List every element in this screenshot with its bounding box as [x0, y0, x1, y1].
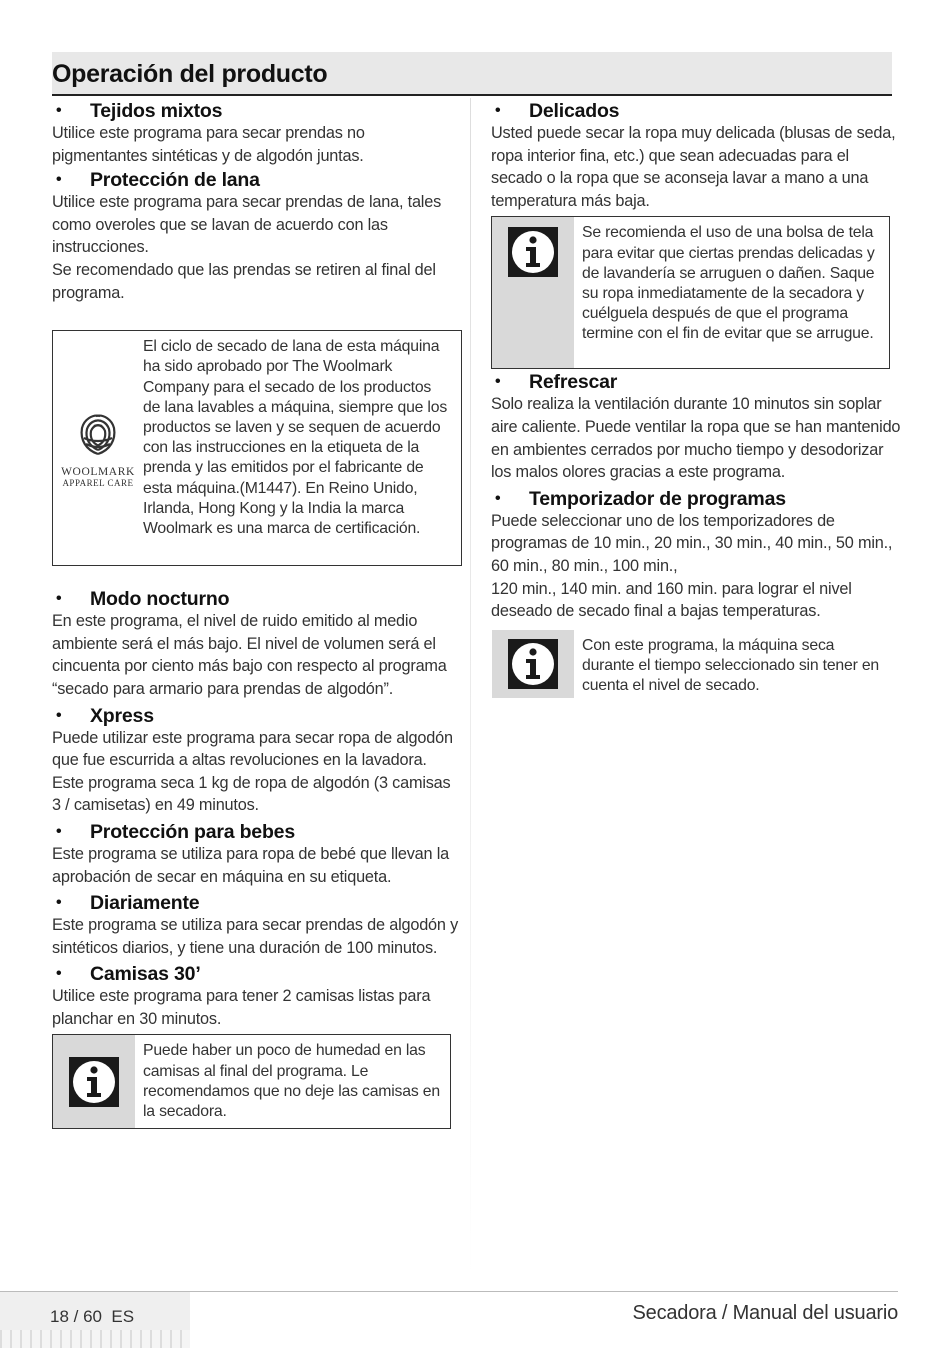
- manual-title: Secadora / Manual del usuario: [632, 1302, 898, 1324]
- heading-xpress: • Xpress: [52, 705, 462, 727]
- heading-refrescar: • Refrescar: [491, 371, 901, 393]
- para-proteccion-lana: Utilice este programa para secar prendas de lana, tales como overoles que se lavan de acuerdo con las instrucciones.: [52, 193, 442, 257]
- info-icon: [508, 227, 558, 277]
- bullet: •: [495, 373, 501, 391]
- heading-proteccion-bebes: • Protección para bebes: [52, 821, 462, 843]
- para-camisas-30: Utilice este programa para tener 2 camisas listas para planchar en 30 minutos.: [52, 987, 431, 1028]
- heading-camisas-30: • Camisas 30’: [52, 963, 462, 985]
- para-xpress: Puede utilizar este programa para secar ropa de algodón que fue escurrida a altas revoluciones en la lavadora. Este programa seca 1 kg de ropa de algodón (3 camisas 3 / camisetas) en 49 minutos.: [52, 728, 453, 815]
- info-icon-cell: [53, 1035, 135, 1128]
- note-text-camisas: Puede haber un poco de humedad en las camisas al final del programa. Le recomendamos que no deje las camisas en la secadora.: [143, 1042, 440, 1121]
- woolmark-subtitle: APPAREL CARE: [62, 478, 134, 489]
- right-column: [491, 100, 901, 699]
- heading-diariamente: • Diariamente: [52, 892, 462, 914]
- para-proteccion-lana-2: Se recomendado que las prendas se retiren al final del programa.: [52, 260, 436, 302]
- column-divider: [470, 98, 471, 1278]
- note-box-camisas: [52, 1034, 451, 1129]
- bullet: •: [56, 822, 62, 840]
- bullet: •: [56, 894, 62, 912]
- para-refrescar: Solo realiza la ventilación durante 10 minutos sin soplar aire caliente. Puede ventilar la ropa que se han mantenido en ambientes cerrados por mucho tiempo y desodorizar los malos olores gracias a este programa.: [491, 395, 901, 482]
- woolmark-name: WOOLMARK: [61, 466, 135, 479]
- info-icon-cell: [492, 217, 574, 368]
- page-number: 18 / 60 ES: [50, 1307, 135, 1326]
- bullet: •: [56, 965, 62, 983]
- bullet: •: [56, 171, 62, 189]
- para-modo-nocturno: En este programa, el nivel de ruido emitido al medio ambiente será el más bajo. El nivel de volumen será el cincuenta por ciento más bajo con respecto al programa “secado para armario para prendas de algodón”.: [52, 612, 447, 698]
- woolmark-icon: [72, 408, 124, 460]
- footer-stripes: [0, 1330, 190, 1348]
- para-tejidos-mixtos: Utilice este programa para secar prendas no pigmentantes sintéticas y de algodón juntas.: [52, 124, 365, 165]
- para-temporizador: Puede seleccionar uno de los temporizadores de programas de 10 min., 20 min., 30 min., 40 min., 50 min., 60 min., 80 min., 100 min.,: [491, 511, 893, 575]
- info-icon-cell: [492, 630, 574, 698]
- para-proteccion-bebes: Este programa se utiliza para ropa de bebé que llevan la aprobación de secar en máquina en su etiqueta.: [52, 844, 449, 886]
- woolmark-logo: [53, 331, 143, 565]
- heading-delicados: • Delicados: [491, 100, 901, 122]
- bullet: •: [495, 102, 501, 119]
- para-delicados: Usted puede secar la ropa muy delicada (blusas de seda, ropa interior fina, etc.) que sean adecuadas para el secado o la ropa que se aconseja lavar a mano a una temperatura más baja.: [491, 124, 896, 210]
- bullet: •: [56, 706, 62, 724]
- info-icon: [508, 639, 558, 689]
- bullet: •: [56, 102, 62, 119]
- note-box-delicados: [491, 216, 890, 369]
- heading-proteccion-lana: • Protección de lana: [52, 169, 462, 191]
- woolmark-note-text: El ciclo de secado de lana de esta máquina ha sido aprobado por The Woolmark Company para el secado de los productos de lana lavables a máquina, siempre que los productos se laven y se sequen de acuerdo con las instrucciones en la etiqueta de la prenda y las emitidos por el fabricante de esta máquina.(M1447). En Reino Unido, Irlanda, Hong Kong y la India la marca Woolmark es una marca de certificación.: [143, 338, 448, 537]
- note-text-temporizador: Con este programa, la máquina seca durante el tiempo seleccionado sin tener en cuenta el nivel de secado.: [582, 636, 880, 695]
- left-column: [52, 100, 462, 1129]
- woolmark-note-box: [52, 330, 462, 566]
- para-temporizador-2: 120 min., 140 min. and 160 min. para lograr el nivel deseado de secado final a bajas temperaturas.: [491, 579, 852, 621]
- note-box-temporizador: [491, 629, 890, 699]
- header-bar: [52, 52, 892, 96]
- note-text-delicados: Se recomienda el uso de una bolsa de tela para evitar que ciertas prendas delicadas y de lavandería se arruguen o dañen. Saque su ropa inmediatamente de la secadora y cuélguela después de que el programa termine con el fin de evitar que se arrugue.: [582, 224, 875, 343]
- page-title: Operación del producto: [52, 60, 328, 88]
- bullet: •: [56, 590, 62, 608]
- heading-temporizador: • Temporizador de programas: [491, 488, 901, 510]
- info-icon: [69, 1057, 119, 1107]
- heading-modo-nocturno: • Modo nocturno: [52, 588, 462, 610]
- heading-tejidos-mixtos: • Tejidos mixtos: [52, 100, 462, 122]
- para-diariamente: Este programa se utiliza para secar prendas de algodón y sintéticos diarios, y tiene una duración de 100 minutos.: [52, 916, 459, 957]
- bullet: •: [495, 489, 501, 507]
